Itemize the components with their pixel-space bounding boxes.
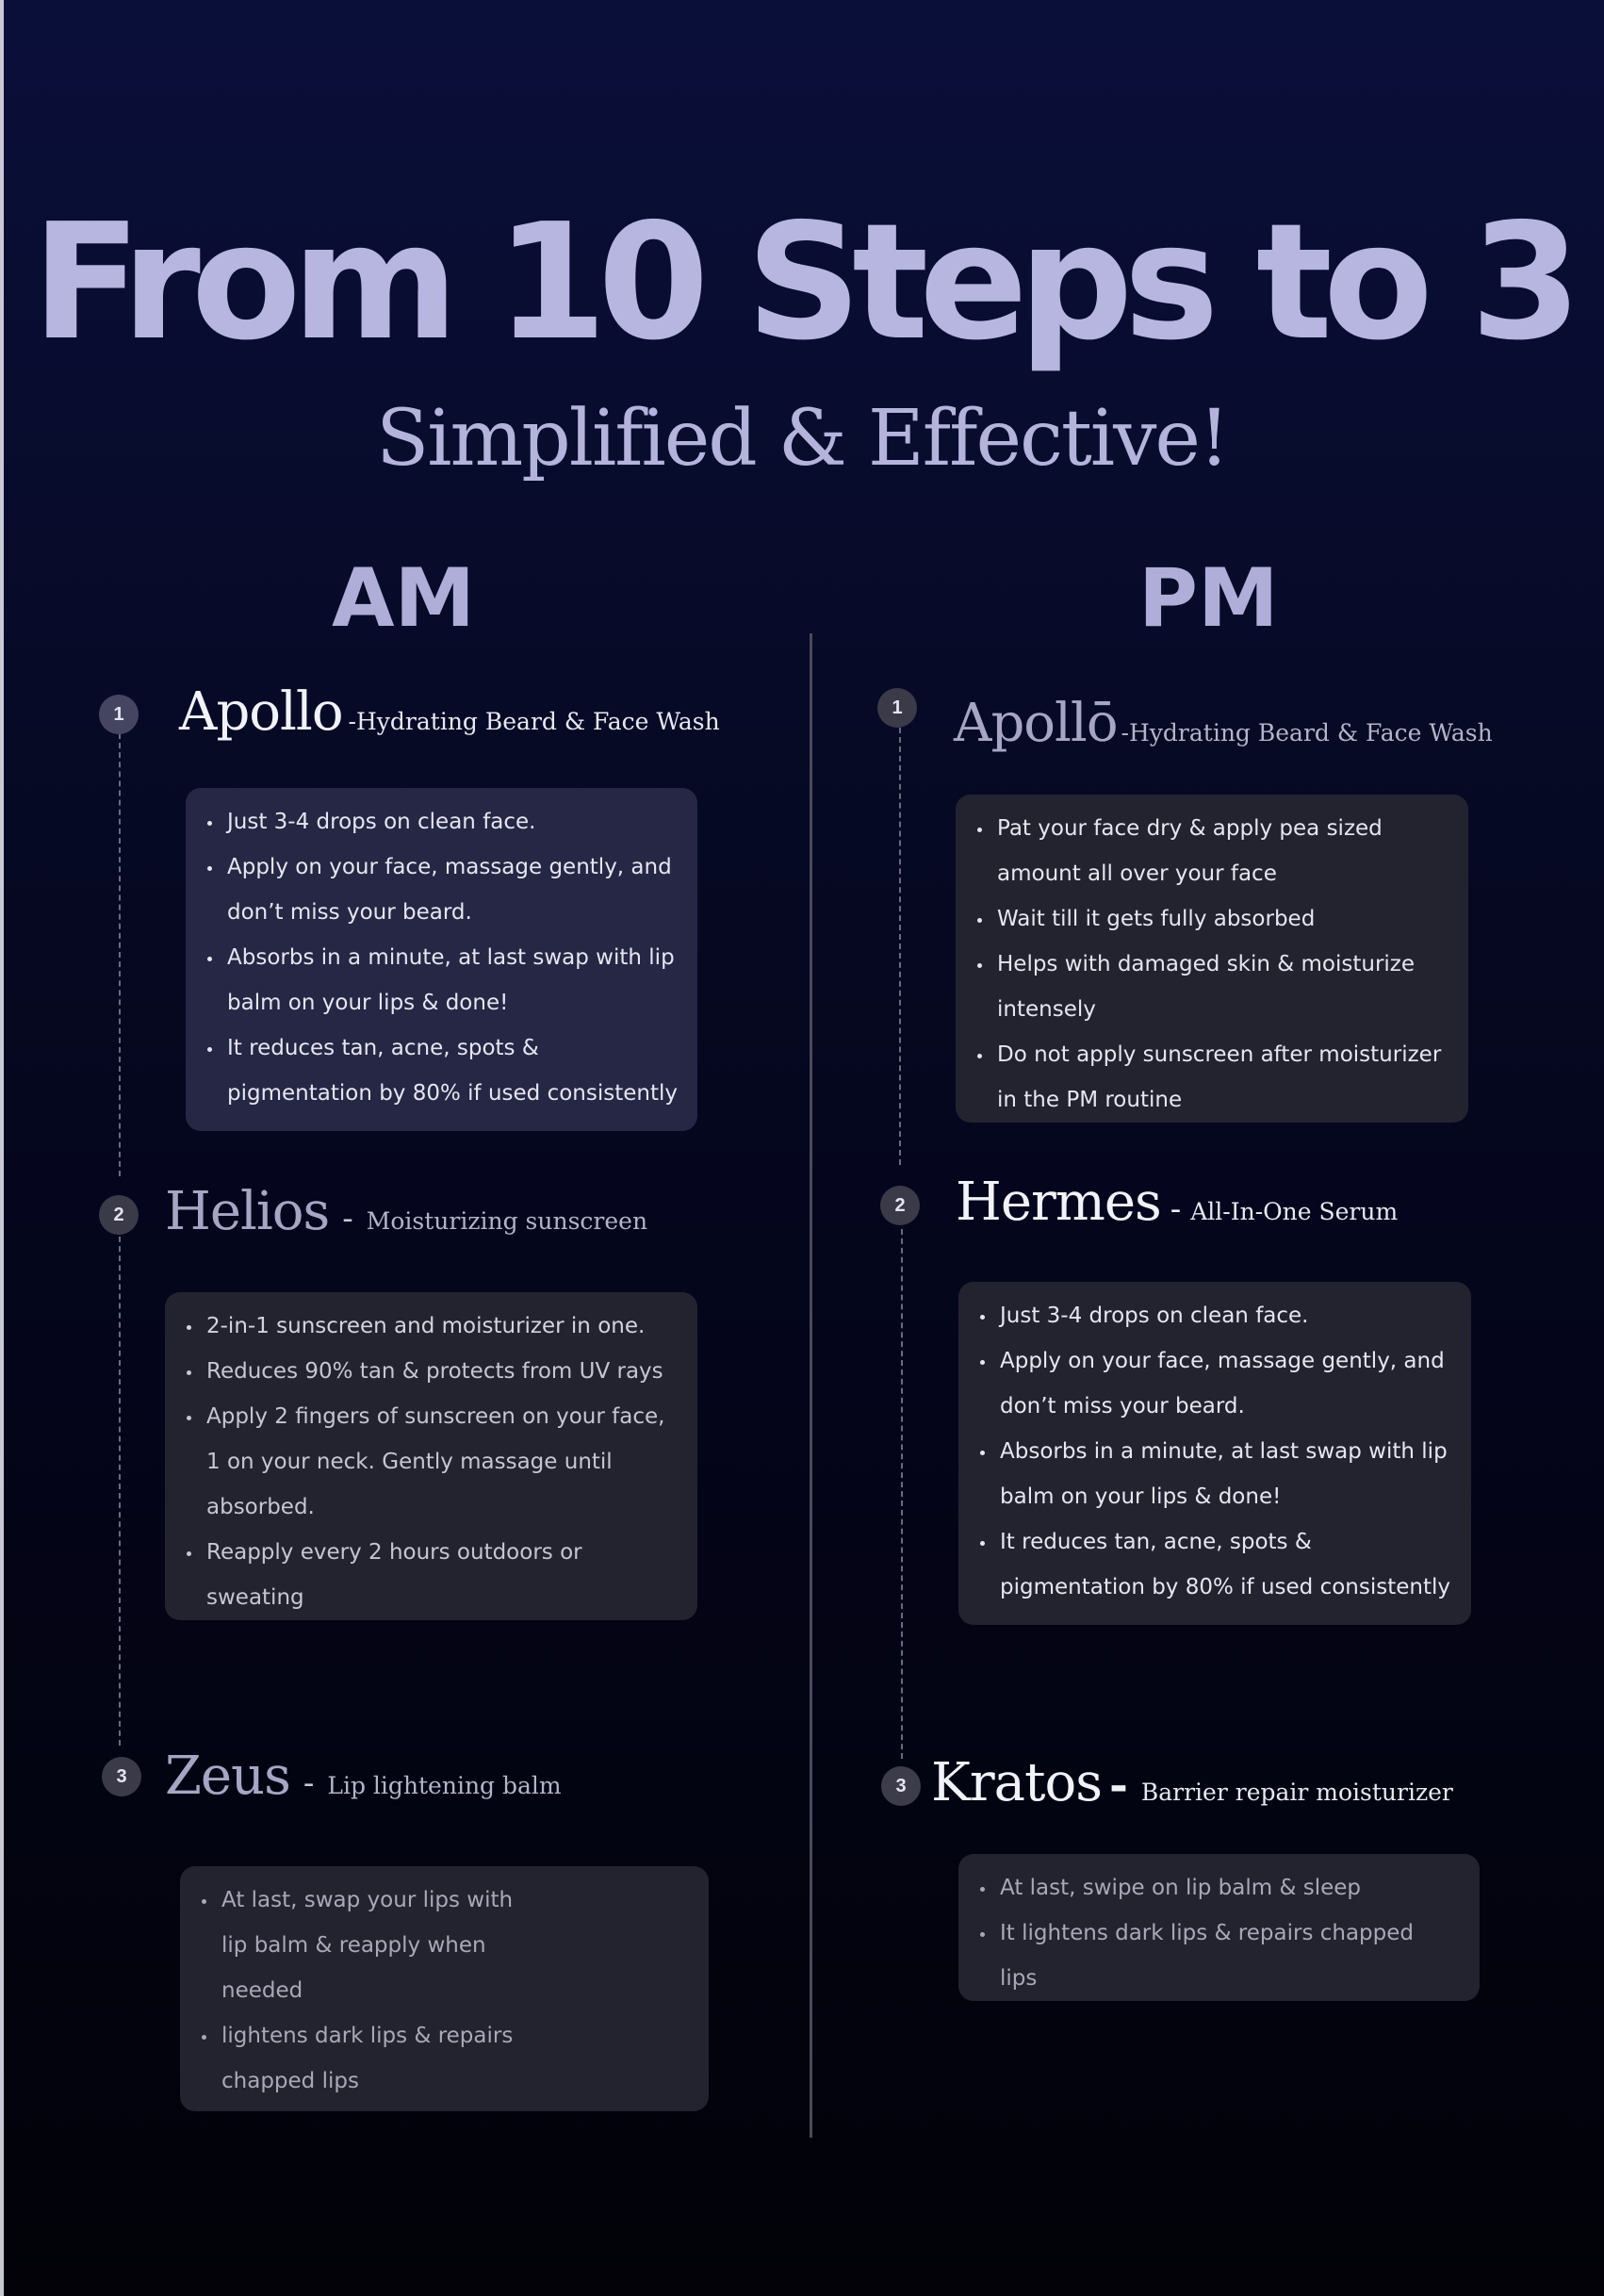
am-step-2-card [165, 1292, 697, 1620]
list-item: • Apply 2 fingers of sunscreen on your face, 1 on your neck. Gently massage until absorbed. [203, 1394, 679, 1530]
am-step-1-card [186, 788, 697, 1131]
list-item: • Reduces 90% tan & protects from UV rays [203, 1349, 679, 1394]
pm-step-3-title [931, 1752, 1453, 1813]
list-item: • lightens dark lips & repairs chapped lips [218, 2013, 520, 2104]
page-title: From 10 Steps to 3 [31, 189, 1573, 376]
am-step-2-number-badge: 2 [99, 1195, 139, 1235]
pm-step-1-product-name: Apollō [954, 693, 1118, 754]
pm-step-1-title [954, 693, 1493, 754]
list-item: • Apply on your face, massage gently, and don’t miss your beard. [996, 1338, 1452, 1429]
pm-step-2-card [958, 1282, 1471, 1625]
list-item: • Helps with damaged skin & moisturize intensely [993, 942, 1449, 1032]
list-item: • At last, swap your lips with lip balm & reapply when needed [218, 1878, 520, 2013]
list-item: • Pat your face dry & apply pea sized amount all over your face [993, 806, 1449, 896]
pm-step-3-card [958, 1854, 1480, 2001]
pm-step-2-separator: - [1170, 1190, 1182, 1228]
pm-timeline-segment-1 [899, 728, 901, 1165]
pm-step-3-number-badge: 3 [881, 1766, 921, 1806]
am-step-1-product-name: Apollo [179, 681, 343, 743]
list-item: • Apply on your face, massage gently, and don’t miss your beard. [223, 845, 679, 935]
am-step-1-description: -Hydrating Beard & Face Wash [348, 708, 720, 735]
am-heading: AM [332, 551, 476, 646]
am-timeline-segment-2 [119, 1237, 121, 1746]
am-step-2-separator: - [342, 1200, 353, 1238]
pm-step-3-description: Barrier repair moisturizer [1140, 1779, 1453, 1806]
list-item: • Absorbs in a minute, at last swap with lip balm on your lips & done! [223, 935, 679, 1025]
am-step-3-product-name: Zeus [165, 1746, 290, 1807]
am-step-1-number-badge: 1 [99, 695, 139, 734]
pm-step-1-description: -Hydrating Beard & Face Wash [1121, 719, 1493, 746]
list-item: • Just 3-4 drops on clean face. [223, 799, 679, 845]
list-item: • At last, swipe on lip balm & sleep [996, 1865, 1442, 1911]
am-step-2-title [165, 1181, 648, 1242]
am-step-3-description: Lip lightening balm [327, 1772, 562, 1799]
pm-timeline-segment-2 [901, 1229, 903, 1759]
list-item: • Wait till it gets fully absorbed [993, 896, 1449, 942]
list-item: • It lightens dark lips & repairs chapped lips [996, 1911, 1442, 2001]
pm-step-1-card [956, 795, 1468, 1123]
list-item: • It reduces tan, acne, spots & pigmentation by 80% if used consistently [223, 1025, 679, 1116]
list-item: • Do not apply sunscreen after moisturizer in the PM routine [993, 1032, 1449, 1123]
am-step-2-description: Moisturizing sunscreen [366, 1207, 648, 1235]
list-item: • Reapply every 2 hours outdoors or sweating [203, 1530, 679, 1620]
page-subtitle: Simplified & Effective! [376, 394, 1228, 484]
pm-step-2-description: All-In-One Serum [1190, 1198, 1399, 1225]
pm-step-2-product-name: Hermes [956, 1172, 1161, 1233]
pm-step-3-product-name: Kratos [931, 1752, 1102, 1813]
pm-step-2-title [956, 1172, 1399, 1233]
column-divider [810, 633, 812, 2138]
list-item: • Just 3-4 drops on clean face. [996, 1293, 1452, 1338]
pm-step-3-separator: - [1108, 1759, 1128, 1812]
list-item: • It reduces tan, acne, spots & pigmentation by 80% if used consistently [996, 1519, 1452, 1610]
am-step-3-separator: - [303, 1764, 315, 1802]
am-timeline-segment-1 [119, 733, 121, 1176]
am-step-2-product-name: Helios [165, 1181, 330, 1242]
am-step-1-title [179, 681, 720, 743]
list-item: • 2-in-1 sunscreen and moisturizer in one. [203, 1304, 679, 1349]
pm-heading: PM [1138, 551, 1279, 646]
list-item: • Absorbs in a minute, at last swap with lip balm on your lips & done! [996, 1429, 1452, 1519]
pm-step-2-number-badge: 2 [880, 1186, 920, 1225]
pm-step-1-number-badge: 1 [877, 688, 917, 728]
am-step-3-number-badge: 3 [102, 1757, 141, 1796]
am-step-3-title [165, 1746, 562, 1807]
am-step-3-card [180, 1866, 709, 2111]
